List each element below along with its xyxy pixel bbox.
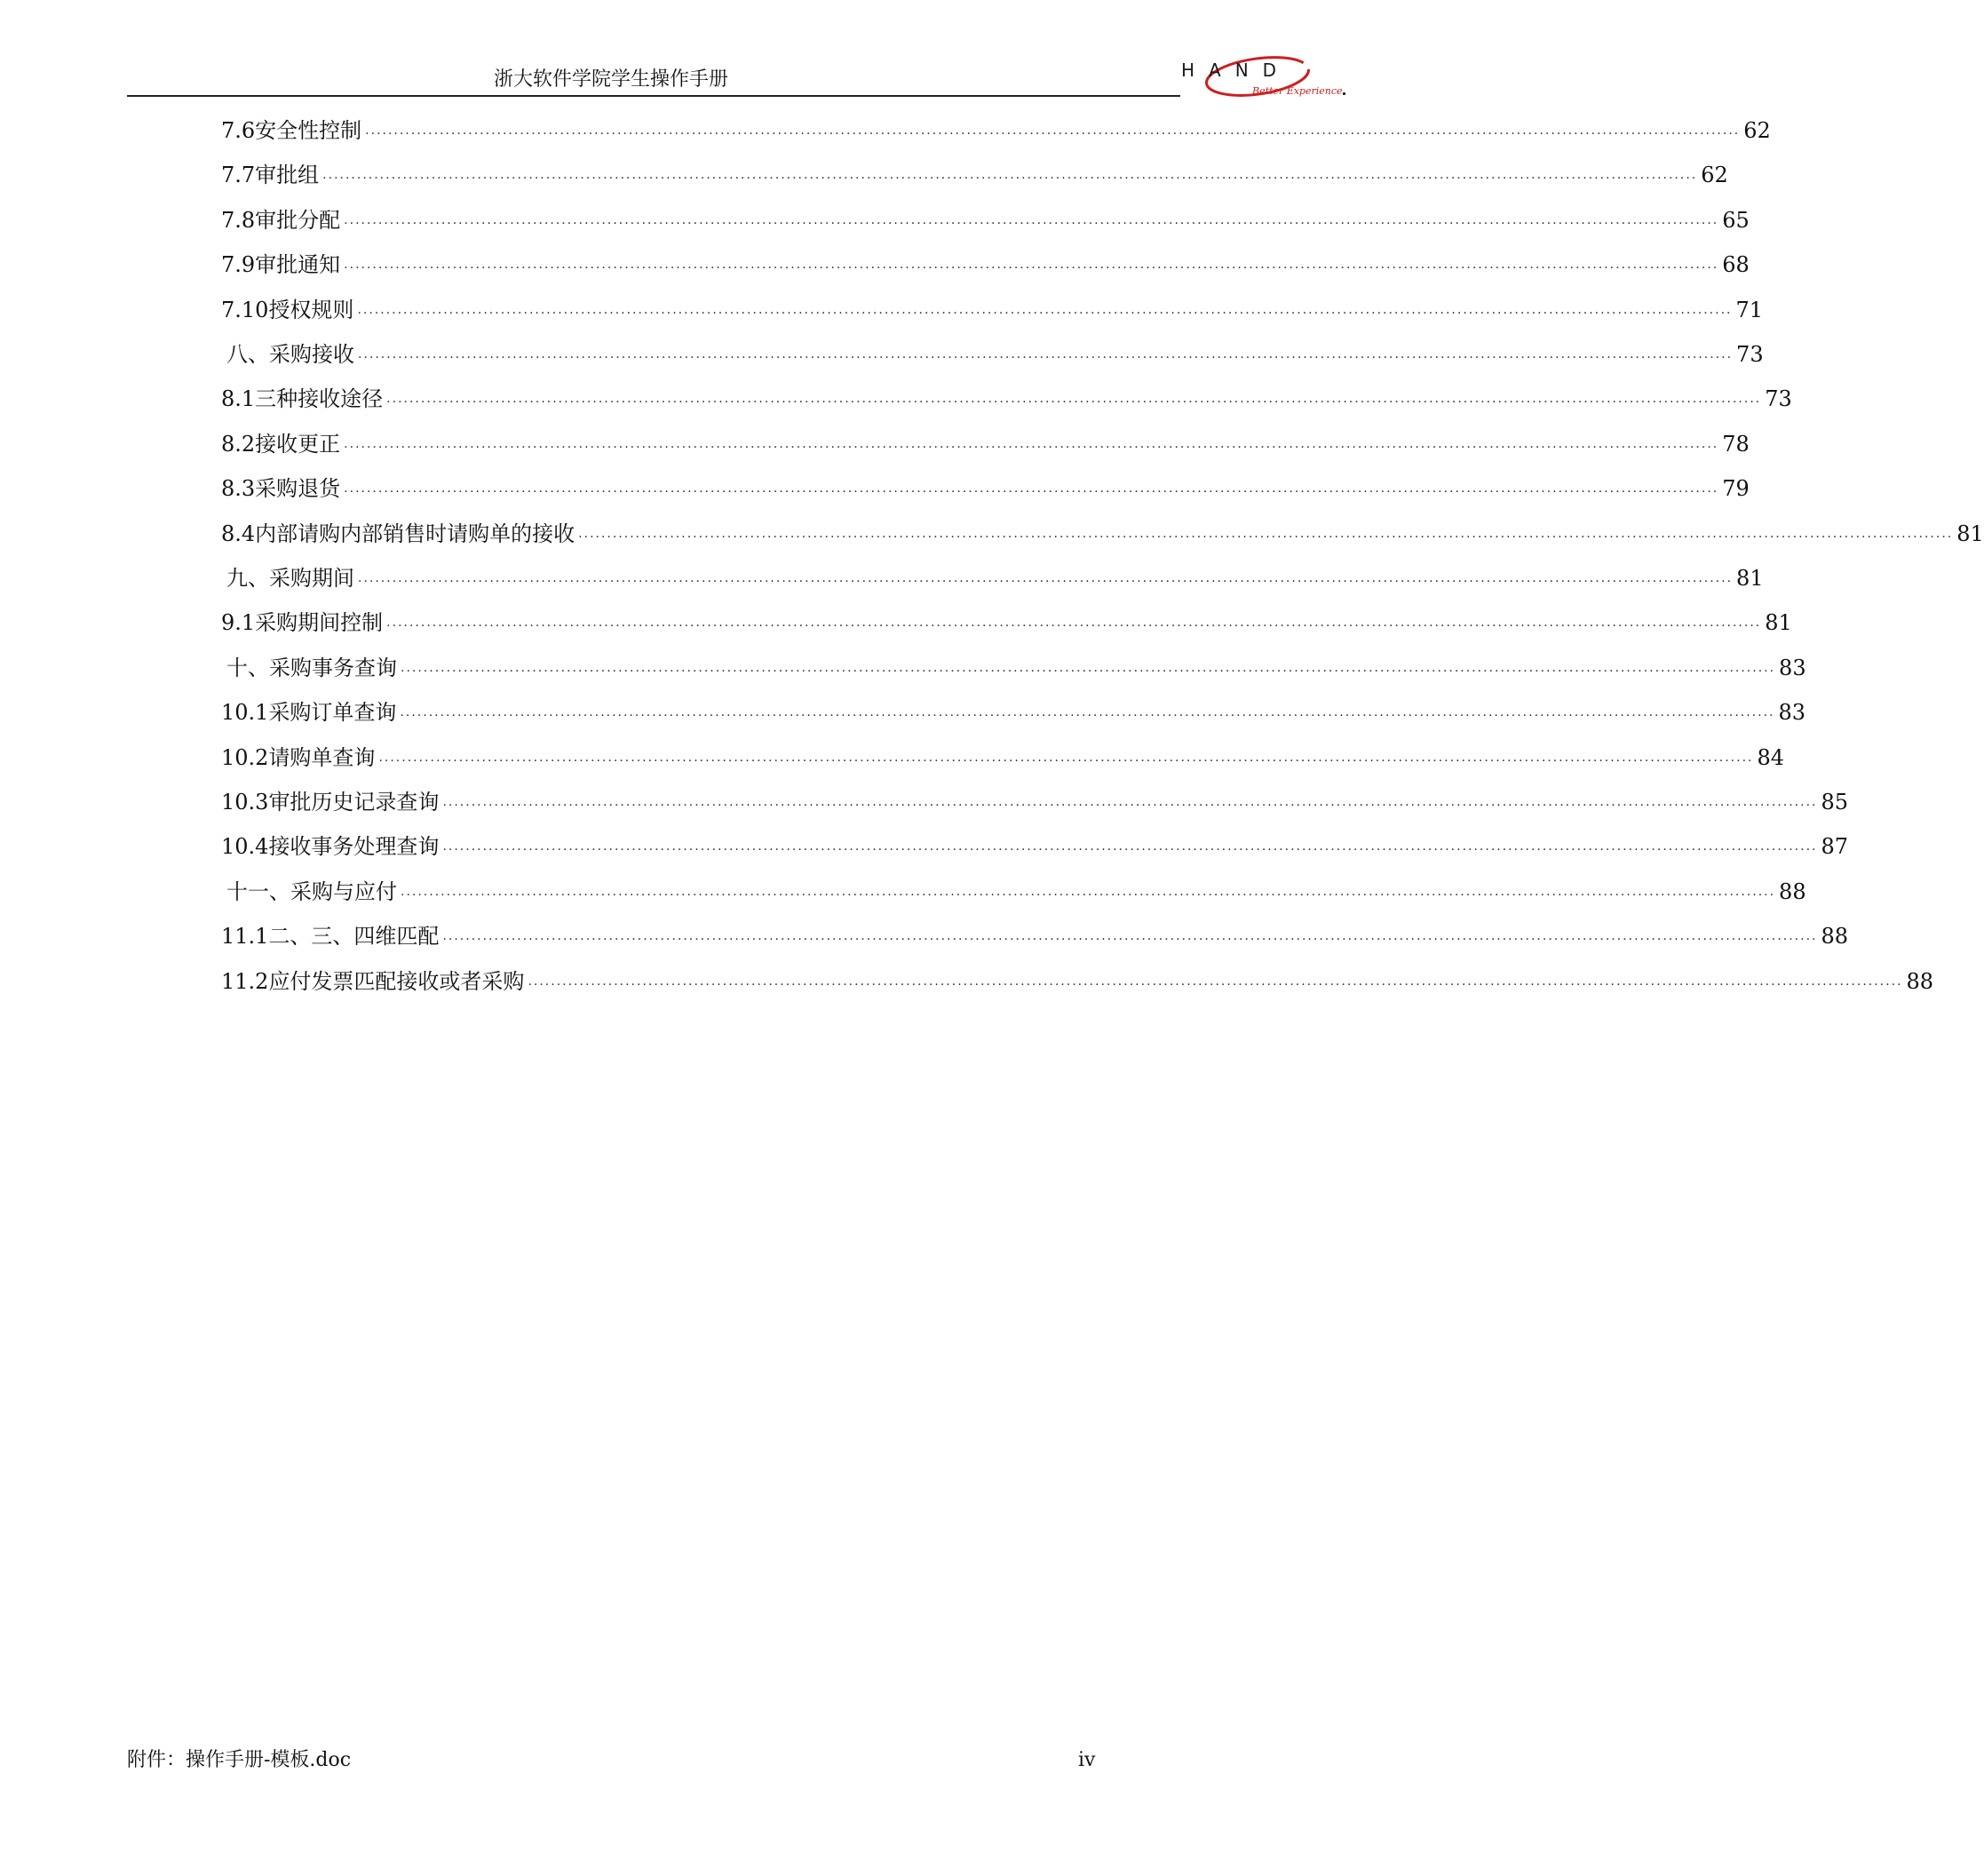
toc-dot-leader: ................................................................................................................................................................................................................................................: [578, 527, 1954, 541]
toc-entry[interactable]: [221, 251, 1750, 278]
toc-entry[interactable]: [221, 968, 1934, 995]
toc-entry-label: 8.1三种接收途径: [221, 386, 384, 411]
toc-dot-leader: ................................................................................................................................................................................................................................................: [344, 437, 1719, 451]
toc-entry[interactable]: [221, 565, 1764, 592]
toc-entry[interactable]: [221, 431, 1750, 457]
document-title: 浙大软件学院学生操作手册: [494, 68, 729, 91]
toc-entry-page: 62: [1701, 163, 1728, 187]
toc-entry-label: 8.4内部请购内部销售时请购单的接收: [221, 521, 575, 546]
footer-file-label: 附件：操作手册-模板.doc: [127, 1749, 352, 1771]
toc-entry[interactable]: [221, 207, 1750, 234]
header-rule: [127, 95, 1180, 97]
toc-entry-page: 71: [1735, 298, 1764, 322]
toc-dot-leader: ................................................................................................................................................................................................................................................: [358, 347, 1734, 362]
logo-tagline: Better Experience: [1252, 85, 1343, 97]
toc-entry-label: 11.1二、三、四维匹配: [221, 924, 440, 949]
toc-entry-page: 73: [1736, 342, 1764, 367]
toc-entry-page: 78: [1722, 432, 1750, 457]
toc-dot-leader: ................................................................................................................................................................................................................................................: [401, 661, 1776, 675]
toc-entry-page: 88: [1821, 924, 1849, 949]
toc-entry-label: 11.2应付发票匹配接收或者采购: [221, 969, 525, 994]
toc-entry-page: 85: [1821, 790, 1849, 815]
toc-entry[interactable]: [221, 386, 1792, 412]
toc-entry-page: 83: [1779, 656, 1806, 680]
toc-entry[interactable]: [221, 341, 1764, 368]
toc-entry[interactable]: [221, 609, 1792, 636]
toc-entry-page: 88: [1906, 969, 1934, 994]
hand-logo-graphic: [1172, 50, 1350, 103]
toc-entry-label: 九、采购期间: [226, 566, 354, 591]
toc-dot-leader: ................................................................................................................................................................................................................................................: [528, 974, 1903, 989]
toc-entry-label: 7.10授权规则: [221, 298, 354, 322]
toc-entry-label: 十、采购事务查询: [226, 656, 397, 680]
toc-dot-leader: ................................................................................................................................................................................................................................................: [378, 751, 1754, 765]
toc-entry[interactable]: [221, 744, 1785, 771]
toc-dot-leader: ................................................................................................................................................................................................................................................: [386, 392, 1762, 406]
toc-entry-label: 10.4接收事务处理查询: [221, 834, 440, 859]
toc-dot-leader: ................................................................................................................................................................................................................................................: [400, 705, 1775, 719]
toc-entry-label: 八、采购接收: [226, 342, 354, 367]
toc-entry-page: 88: [1779, 879, 1806, 904]
toc-entry[interactable]: [221, 521, 1984, 547]
logo-mark-dot: [1343, 92, 1345, 95]
footer-page-number: iv: [1078, 1749, 1096, 1771]
toc-dot-leader: ................................................................................................................................................................................................................................................: [344, 213, 1719, 227]
toc-entry-label: 7.9审批通知: [221, 252, 341, 277]
toc-entry[interactable]: [221, 655, 1806, 681]
toc-entry-label: 10.1采购订单查询: [221, 700, 397, 725]
toc-dot-leader: ................................................................................................................................................................................................................................................: [442, 795, 1818, 809]
toc-dot-leader: ................................................................................................................................................................................................................................................: [442, 929, 1818, 943]
toc-entry[interactable]: [221, 699, 1806, 726]
toc-entry-label: 10.2请购单查询: [221, 745, 376, 770]
toc-entry-page: 81: [1765, 610, 1792, 635]
toc-entry-page: 83: [1778, 700, 1806, 725]
toc-dot-leader: ................................................................................................................................................................................................................................................: [357, 303, 1733, 317]
toc-entry[interactable]: [221, 833, 1849, 860]
toc-dot-leader: ................................................................................................................................................................................................................................................: [344, 481, 1719, 496]
toc-entry-page: 73: [1765, 386, 1792, 411]
toc-entry[interactable]: [221, 878, 1806, 905]
toc-entry-page: 81: [1956, 521, 1984, 546]
toc-entry-page: 79: [1722, 476, 1750, 501]
toc-entry-label: 7.6安全性控制: [221, 118, 362, 143]
toc-entry-label: 8.3采购退货: [221, 476, 341, 501]
toc-entry[interactable]: [221, 789, 1849, 815]
toc-dot-leader: ................................................................................................................................................................................................................................................: [442, 839, 1818, 854]
toc-entry-page: 62: [1743, 118, 1771, 143]
toc-entry[interactable]: [221, 162, 1728, 188]
toc-entry-page: 65: [1722, 208, 1750, 233]
toc-entry[interactable]: [221, 117, 1771, 144]
toc-entry[interactable]: [221, 475, 1750, 502]
toc-entry-page: 84: [1757, 745, 1785, 770]
toc-dot-leader: ................................................................................................................................................................................................................................................: [401, 885, 1776, 899]
toc-dot-leader: ................................................................................................................................................................................................................................................: [322, 168, 1698, 182]
toc-dot-leader: ................................................................................................................................................................................................................................................: [344, 258, 1719, 272]
hand-logo: [1172, 50, 1350, 103]
toc-entry-label: 7.8审批分配: [221, 208, 341, 233]
toc-dot-leader: ................................................................................................................................................................................................................................................: [365, 123, 1741, 138]
toc-entry[interactable]: [221, 923, 1849, 950]
toc-entry-label: 8.2接收更正: [221, 432, 341, 457]
toc-entry-label: 十一、采购与应付: [226, 879, 397, 904]
logo-wordmark: HAND: [1181, 60, 1291, 81]
toc-dot-leader: ................................................................................................................................................................................................................................................: [386, 616, 1762, 630]
toc-entry-label: 10.3审批历史记录查询: [221, 790, 440, 815]
toc-entry[interactable]: [221, 297, 1764, 323]
toc-entry-label: 7.7审批组: [221, 163, 320, 187]
toc-entry-page: 81: [1736, 566, 1764, 591]
toc-entry-label: 9.1采购期间控制: [221, 610, 384, 635]
toc-dot-leader: ................................................................................................................................................................................................................................................: [358, 571, 1734, 585]
toc-entry-page: 68: [1722, 252, 1750, 277]
toc-entry-page: 87: [1821, 834, 1849, 859]
